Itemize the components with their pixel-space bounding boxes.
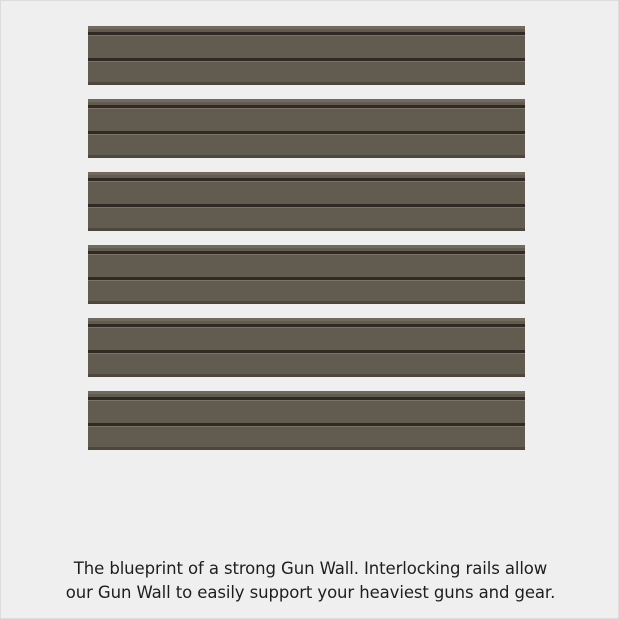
wall-rail xyxy=(88,318,525,376)
wall-rail xyxy=(88,245,525,303)
caption-line-1: The blueprint of a strong Gun Wall. Interlocking rails allow xyxy=(73,559,548,578)
caption-line-2: our Gun Wall to easily support your heaviest guns and gear. xyxy=(65,583,556,602)
gun-wall-rails xyxy=(88,26,525,464)
wall-rail xyxy=(88,172,525,230)
caption xyxy=(1,557,619,605)
wall-rail xyxy=(88,99,525,157)
wall-rail xyxy=(88,391,525,449)
wall-rail xyxy=(88,26,525,84)
